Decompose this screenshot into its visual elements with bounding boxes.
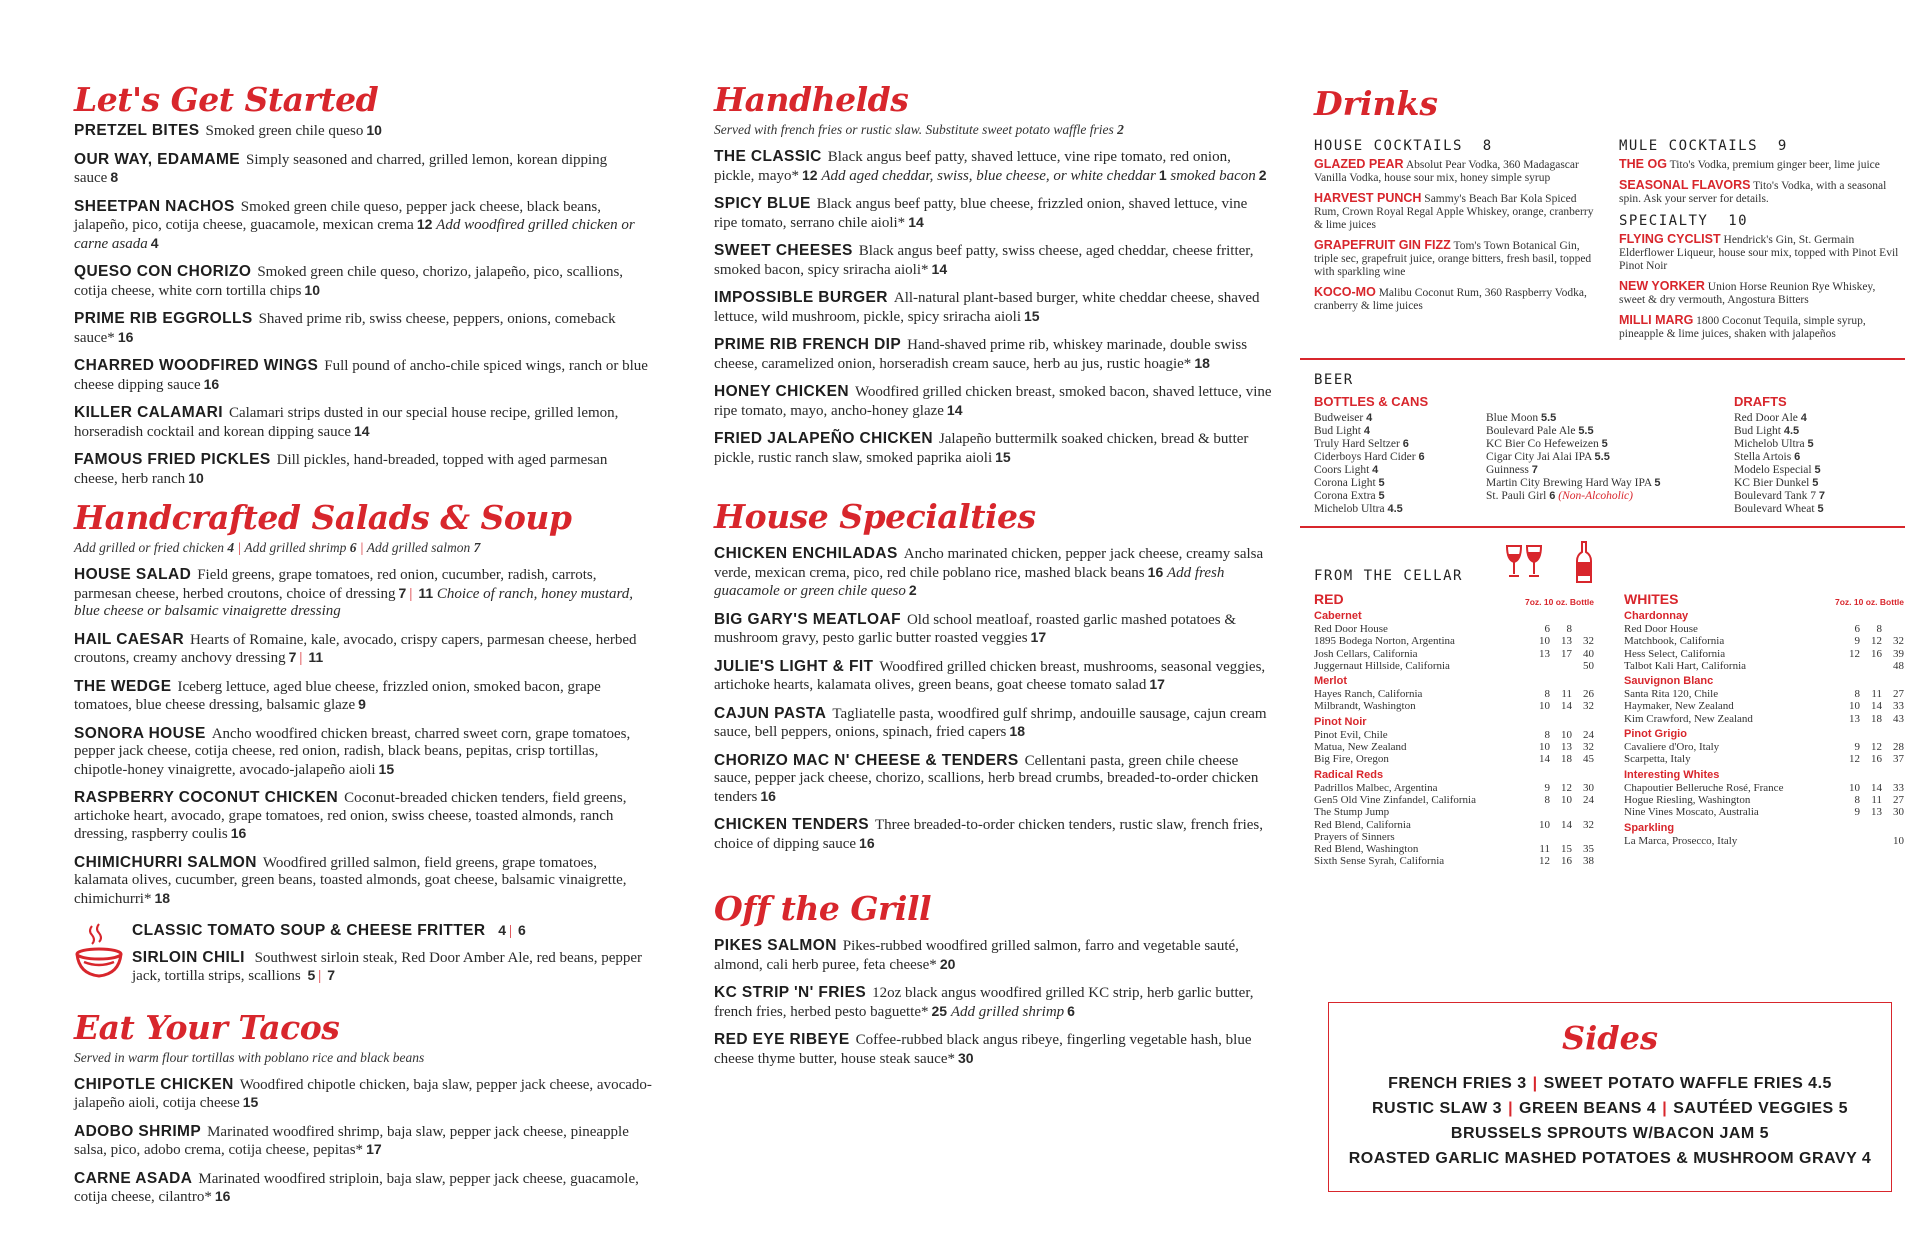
item-desc: Calamari strips dusted in our special house recipe, grilled lemon, horseradish cocktail and korean dipping sauce: [74, 405, 619, 440]
item-price: 10: [304, 281, 320, 298]
item-name: CARNE ASADA: [74, 1169, 193, 1187]
item-desc: Woodfired grilled chicken breast, mushrooms, seasonal veggies, artichoke hearts, kalamata olives, green beans, goat cheese tomato salad: [714, 658, 1266, 693]
cocktail-desc: Malibu Coconut Rum, 360 Raspberry Vodka, cranberry & lime juices: [1314, 287, 1587, 312]
wine-row: Hogue Riesling, Washington 8 11 27: [1624, 793, 1904, 806]
item-desc: Ancho marinated chicken, pepper jack cheese, creamy salsa verde, mexican crema, pico, red chile poblano rice, mashed black beans: [714, 546, 1264, 581]
item-price: 30: [957, 1049, 974, 1066]
wine-group-heading: Interesting Whites: [1624, 768, 1720, 781]
menu-item: [74, 1123, 654, 1160]
wine-row: Talbot Kali Hart, California 48: [1624, 659, 1904, 672]
item-add: Add grilled shrimp: [950, 1003, 1065, 1020]
item-price: 16: [1147, 563, 1164, 580]
beer-block: [1314, 392, 1904, 516]
tacos-note: Served in warm flour tortillas with poblano rice and black beans: [74, 1049, 425, 1065]
item-price: 15: [995, 448, 1011, 465]
menu-item: [714, 383, 1274, 420]
item-price: 12: [801, 166, 818, 183]
cocktail-desc: Sammy's Beach Bar Kola Spiced Rum, Crown Royal Regal Apple Whiskey, orange, cranberry & lime juices: [1314, 193, 1594, 231]
item-name: CHICKEN TENDERS: [714, 816, 869, 833]
menu-item: [714, 611, 1274, 648]
item-name: PRETZEL BITES: [74, 122, 200, 139]
item-desc: Woodfired grilled salmon, field greens, grape tomatoes, kalamata olives, cucumber, green beans, toasted almonds, goat cheese, balsamic vinaigrette, chimichurri*: [74, 854, 627, 907]
cocktail-name: GLAZED PEAR: [1314, 157, 1404, 171]
beer-heading: BEER: [1314, 372, 1354, 388]
item-desc: Hand-shaved prime rib, whiskey marinade, double swiss cheese, caramelized onion, horseradish cream sauce, herb au jus, rustic hoagie*: [714, 337, 1248, 372]
item-name: CHORIZO MAC N' CHEESE & TENDERS: [714, 751, 1019, 769]
item-desc: Field greens, grape tomatoes, red onion, cucumber, radish, carrots, parmesan cheese, herbed croutons, choice of dressing: [74, 567, 597, 602]
item-add-price: 2: [908, 582, 917, 598]
drafts-heading: DRAFTS: [1734, 394, 1787, 409]
cocktail-item: [1619, 179, 1904, 206]
item-price: 10: [366, 122, 382, 138]
cocktail-desc: Tito's Vodka, premium ginger beer, lime juice: [1669, 159, 1880, 171]
item-desc: Black angus beef patty, blue cheese, frizzled onion, shaved lettuce, vine ripe tomato, serrano chile aioli*: [714, 196, 1248, 231]
menu-item: [714, 937, 1274, 974]
item-desc: Simply seasoned and charred, grilled lemon, korean dipping sauce: [74, 151, 608, 186]
menu-item: [714, 984, 1274, 1021]
wine-row: Prayers of Sinners: [1314, 830, 1395, 843]
wine-row: Hess Select, California 12 16 39: [1624, 647, 1904, 660]
wine-row: Josh Cellars, California 13 17 40: [1314, 647, 1594, 660]
non-alcoholic-note: (Non-Alcoholic): [1558, 490, 1633, 502]
wine-row: Haymaker, New Zealand 10 14 33: [1624, 700, 1904, 713]
wine-row: Scarpetta, Italy 12 16 37: [1624, 753, 1904, 766]
column-left: [74, 80, 654, 1217]
cocktail-name: KOCO-MO: [1314, 285, 1376, 299]
section-title-specialties: House Specialties: [714, 497, 1036, 536]
item-desc: Cellentani pasta, green chile cheese sauce, pepper jack cheese, chorizo, scallions, herb bread crumbs, breaded-to-order chicken tenders: [714, 752, 1259, 805]
tacos-list: [74, 1076, 654, 1207]
item-price: 25: [931, 1002, 948, 1019]
item-name: JULIE'S LIGHT & FIT: [714, 657, 874, 675]
item-name: PRIME RIB FRENCH DIP: [714, 336, 902, 353]
cocktail-item: [1619, 158, 1904, 172]
cocktail-desc: 1800 Coconut Tequila, simple syrup, pineapple & lime juices, shaken with jalapeños: [1619, 315, 1866, 340]
specialties-list: [714, 545, 1274, 853]
item-price: 14: [908, 213, 924, 230]
item-desc: Shaved prime rib, swiss cheese, peppers, onions, comeback sauce*: [74, 311, 616, 346]
wine-row: Nine Vines Moscato, Australia 9 13 30: [1624, 806, 1904, 819]
menu-item: [714, 1031, 1274, 1068]
item-name: SONORA HOUSE: [74, 724, 206, 742]
cocktail-name: FLYING CYCLIST: [1619, 232, 1721, 246]
cocktail-desc: Absolut Pear Vodka, 360 Madagascar Vanilla Vodka, house sour mix, honey simple syrup: [1314, 159, 1579, 184]
divider: [1300, 526, 1905, 528]
wine-row: Hayes Ranch, California 8 11 26: [1314, 688, 1594, 701]
item-name: ADOBO SHRIMP: [74, 1122, 202, 1140]
cocktail-item: [1314, 192, 1599, 232]
menu-item: [714, 705, 1274, 742]
menu-item: [74, 451, 654, 488]
item-price: 18: [1194, 354, 1210, 371]
item-name: IMPOSSIBLE BURGER: [714, 289, 888, 306]
item-price: 14: [946, 401, 963, 418]
wine-row: Matua, New Zealand 10 13 32: [1314, 741, 1594, 754]
cocktails-block: [1314, 138, 1904, 348]
section-title-starters: Let's Get Started: [74, 80, 379, 119]
handhelds-list: [714, 148, 1274, 467]
item-price: 15: [242, 1094, 259, 1110]
wine-row: Big Fire, Oregon 14 18 45: [1314, 753, 1594, 766]
item-add-2: smoked bacon: [1170, 167, 1256, 184]
beer-item: Budweiser 4: [1314, 412, 1373, 424]
item-desc: Marinated woodfired striploin, baja slaw, pepper jack cheese, guacamole, cotija cheese, cilantro*: [74, 1170, 639, 1205]
item-name: QUESO CON CHORIZO: [74, 263, 252, 280]
beer-item: St. Pauli Girl 6 (Non-Alcoholic): [1486, 490, 1633, 502]
item-add-price: 1: [1158, 166, 1167, 183]
item-price: 16: [214, 1188, 231, 1204]
divider: [1300, 358, 1905, 360]
wine-row: Juggernaut Hillside, California 50: [1314, 659, 1594, 672]
wine-row: Milbrandt, Washington 10 14 32: [1314, 700, 1594, 713]
wine-row: Padrillos Malbec, Argentina 9 12 30: [1314, 781, 1594, 794]
wine-row: Pinot Evil, Chile 8 10 24: [1314, 728, 1594, 741]
item-name: CHIPOTLE CHICKEN: [74, 1075, 234, 1093]
item-price: 20: [939, 955, 956, 972]
menu-item: [714, 752, 1274, 807]
beer-item: Modelo Especial 5: [1734, 464, 1821, 476]
item-name: PRIME RIB EGGROLLS: [74, 310, 253, 327]
wine-row: La Marca, Prosecco, Italy 10: [1624, 834, 1904, 847]
beer-item: Blue Moon 5.5: [1486, 412, 1557, 424]
item-desc: Marinated woodfired shrimp, baja slaw, pepper jack cheese, pineapple salsa, pico, adobo crema, cotija cheese, pepitas*: [74, 1123, 629, 1158]
grill-list: [714, 937, 1274, 1068]
beer-item: Ciderboys Hard Cider 6: [1314, 451, 1425, 463]
cellar-heading: FROM THE CELLAR: [1314, 568, 1463, 584]
cocktail-item: [1619, 280, 1904, 307]
wine-row: Chapoutier Belleruche Rosé, France 10 14 33: [1624, 781, 1904, 794]
menu-item: HAIL CAESAR Hearts of Romaine, kale, avocado, crispy capers, parmesan cheese, herbed croutons, creamy anchovy dressing 7 | 11: [74, 630, 637, 666]
cocktail-item: [1314, 239, 1599, 279]
menu-item: [74, 725, 654, 780]
item-desc: Smoked green chile queso, pepper jack cheese, black beans, jalapeño, pico, cotija cheese, guacamole, mexican crema: [74, 198, 602, 233]
item-name: SHEETPAN NACHOS: [74, 197, 235, 215]
bottles-heading: BOTTLES & CANS: [1314, 394, 1429, 409]
cocktail-name: HARVEST PUNCH: [1314, 191, 1422, 205]
menu-item: [714, 430, 1274, 467]
menu-item: [74, 357, 654, 394]
cocktail-name: SEASONAL FLAVORS: [1619, 178, 1751, 192]
item-price: 16: [117, 328, 134, 345]
item-desc: Black angus beef patty, shaved lettuce, vine ripe tomato, red onion, pickle, mayo*: [714, 149, 1231, 184]
salads-list: [74, 566, 654, 908]
item-name: CHARRED WOODFIRED WINGS: [74, 357, 319, 374]
wine-row: Gen5 Old Vine Zinfandel, California 8 10 24: [1314, 793, 1594, 806]
wine-row: Sixth Sense Syrah, California 12 16 38: [1314, 855, 1594, 868]
item-desc: Ancho woodfired chicken breast, charred sweet corn, grape tomatoes, pepper jack cheese, cotija cheese, red onion, radish, black beans, pepitas, crisp tortillas, chipotle-honey vinaigrette, avocado-jalapeño aioli: [74, 725, 631, 778]
item-price: 7: [398, 584, 407, 601]
beer-item: Boulevard Wheat 5: [1734, 503, 1824, 515]
item-name: RED EYE RIBEYE: [714, 1031, 850, 1048]
wine-group-heading: Chardonnay: [1624, 610, 1689, 622]
wine-row: Kim Crawford, New Zealand 13 18 43: [1624, 712, 1904, 725]
item-name: FRIED JALAPEÑO CHICKEN: [714, 430, 933, 447]
item-price: 16: [859, 834, 875, 851]
section-title-drinks: Drinks: [1314, 84, 1438, 123]
item-add: Add woodfired grilled chicken or carne asada: [74, 217, 635, 252]
item-desc: Pikes-rubbed woodfired grilled salmon, farro and vegetable sauté, almond, cali herb puree, feta cheese*: [714, 938, 1239, 973]
item-desc: Smoked green chile queso: [205, 123, 364, 139]
menu-item: [74, 1076, 654, 1113]
item-price-large: 11: [308, 649, 324, 665]
wine-group-heading: Pinot Noir: [1314, 715, 1367, 728]
wine-group-heading: Radical Reds: [1314, 768, 1384, 781]
item-price: 14: [354, 422, 370, 439]
wine-column-header: WHITES 7oz. 10 oz. Bottle: [1624, 591, 1904, 607]
cocktail-desc: Union Horse Reunion Rye Whiskey, sweet & dry vermouth, Angostura Bitters: [1619, 281, 1876, 306]
item-price: 18: [1009, 723, 1025, 739]
cocktail-desc: Hendrick's Gin, St. Germain Elderflower Liqueur, house sour mix, topped with Pinot Evil Pinot Noir: [1619, 234, 1899, 272]
item-name: RASPBERRY COCONUT CHICKEN: [74, 789, 339, 806]
item-add: Add fresh guacamole or green chile queso: [714, 564, 1225, 599]
item-name: THE WEDGE: [74, 677, 172, 695]
wine-group-heading: Pinot Grigio: [1624, 728, 1687, 741]
item-price: 16: [230, 825, 247, 841]
item-price: 17: [366, 1141, 382, 1157]
item-desc: Jalapeño buttermilk soaked chicken, bread & butter pickle, rustic ranch slaw, smoked paprika aioli: [714, 431, 1249, 466]
wine-row: Santa Rita 120, Chile 8 11 27: [1624, 688, 1904, 701]
beer-item: Bud Light 4.5: [1734, 425, 1800, 437]
item-price: 15: [1024, 307, 1040, 324]
item-desc: Old school meatloaf, roasted garlic mashed potatoes & mushroom gravy, pesto garlic butter roasted veggies: [714, 611, 1237, 646]
cocktail-name: THE OG: [1619, 157, 1667, 171]
soup-item: CLASSIC TOMATO SOUP & CHEESE FRITTER 4 | 6: [132, 922, 526, 939]
item-desc: Hearts of Romaine, kale, avocado, crispy capers, parmesan cheese, herbed croutons, creamy anchovy dressing: [74, 631, 637, 666]
item-price: 16: [203, 375, 220, 392]
beer-item: Guinness 7: [1486, 464, 1538, 476]
item-price: 12: [416, 216, 433, 232]
beer-item: Bud Light 4: [1314, 425, 1370, 437]
item-name: PIKES SALMON: [714, 937, 837, 954]
section-title-tacos: Eat Your Tacos: [74, 1007, 340, 1047]
chili-item: SIRLOIN CHILI Southwest sirloin steak, Red Door Amber Ale, red beans, pepper jack, tortilla strips, scallions 5 | 7: [132, 948, 643, 984]
cocktail-desc: Tom's Town Botanical Gin, triple sec, grapefruit juice, orange bitters, fresh basil, topped with sparkling wine: [1314, 240, 1592, 278]
item-price: 16: [760, 787, 776, 804]
item-desc: Woodfired grilled chicken breast, smoked bacon, shaved lettuce, vine ripe tomato, mayo, ancho-honey glaze: [714, 384, 1272, 419]
item-desc: Iceberg lettuce, aged blue cheese, frizzled onion, smoked bacon, grape tomatoes, blue cheese dressing, balsamic glaze: [74, 678, 601, 713]
menu-item: [74, 198, 654, 254]
item-add-price: 6: [1067, 1002, 1075, 1019]
item-desc: Woodfired chipotle chicken, baja slaw, pepper jack cheese, avocado-jalapeño aioli, cotija cheese: [74, 1076, 652, 1111]
item-price-large: 11: [418, 584, 434, 601]
menu-item: [714, 658, 1274, 695]
section-title-salads: Handcrafted Salads & Soup: [74, 498, 572, 537]
beer-item: Stella Artois 6: [1734, 451, 1801, 463]
menu-item: [714, 545, 1274, 601]
menu-item: [714, 242, 1274, 279]
beer-item: Michelob Ultra 4.5: [1314, 503, 1403, 515]
wine-row: The Stump Jump: [1314, 806, 1390, 819]
item-name: KILLER CALAMARI: [74, 404, 223, 421]
menu-item: [74, 678, 654, 715]
handhelds-note: Served with french fries or rustic slaw. Substitute sweet potato waffle fries 2: [714, 122, 1124, 137]
specialty-heading: SPECIALTY 10: [1619, 213, 1749, 229]
wine-row: Cavaliere d'Oro, Italy 9 12 28: [1624, 741, 1904, 754]
wine-glass-icon: [1504, 540, 1574, 589]
beer-item: Cigar City Jai Alai IPA 5.5: [1486, 451, 1610, 463]
wine-bottle-icon: [1574, 540, 1594, 589]
menu-item: [74, 263, 654, 300]
menu-item: [714, 289, 1274, 326]
sides-line-3: BRUSSELS SPROUTS W/BACON JAM 5: [1450, 1125, 1770, 1142]
wine-row: Red Door House 6 8: [1314, 623, 1572, 635]
house-cocktails-heading: HOUSE COCKTAILS 8: [1314, 138, 1493, 154]
item-price: 9: [358, 696, 366, 712]
item-price: 8: [110, 169, 119, 185]
cocktail-name: GRAPEFRUIT GIN FIZZ: [1314, 238, 1451, 252]
item-price: 17: [1149, 676, 1165, 692]
beer-item: KC Bier Dunkel 5: [1734, 477, 1819, 489]
item-name: SPICY BLUE: [714, 195, 811, 212]
menu-item: [74, 310, 654, 347]
section-title-sides: Sides: [1561, 1019, 1658, 1057]
beer-item: KC Bier Co Hefeweizen 5: [1486, 438, 1608, 450]
cocktail-desc: Tito's Vodka, with a seasonal spin. Ask your server for details.: [1619, 180, 1887, 205]
item-add: Add aged cheddar, swiss, blue cheese, or white cheddar: [821, 167, 1156, 184]
item-name: HOUSE SALAD: [74, 566, 192, 583]
item-desc: Tagliatelle pasta, woodfired gulf shrimp, andouille sausage, cajun cream sauce, bell peppers, onions, spinach, fried capers: [714, 705, 1267, 740]
item-price: 15: [378, 760, 395, 777]
mule-cocktails-heading: MULE COCKTAILS 9: [1619, 138, 1788, 154]
cocktail-item: [1314, 286, 1599, 313]
item-name: THE CLASSIC: [714, 148, 822, 165]
item-price: 7: [288, 649, 297, 665]
item-price: 10: [188, 469, 204, 486]
starters-list: [74, 122, 654, 488]
menu-item: [74, 854, 654, 909]
item-desc: 12oz black angus woodfired grilled KC strip, herb garlic butter, french fries, herbed pesto baguette*: [714, 985, 1254, 1020]
wine-row: Red Door House 6 8: [1624, 623, 1882, 635]
item-desc: Smoked green chile queso, chorizo, jalapeño, pico, scallions, cotija cheese, white corn tortilla chips: [74, 264, 624, 299]
cocktail-item: [1314, 158, 1599, 185]
beer-item: Corona Extra 5: [1314, 490, 1385, 502]
column-middle: [714, 80, 1274, 1078]
wine-row: 1895 Bodega Norton, Argentina 10 13 32: [1314, 635, 1594, 648]
item-name: SWEET CHEESES: [714, 242, 853, 259]
beer-item: Boulevard Tank 7 7: [1734, 490, 1826, 502]
item-desc: Dill pickles, hand-breaded, topped with aged parmesan cheese, herb ranch: [74, 452, 608, 487]
sides-line-1: FRENCH FRIES 3 | SWEET POTATO WAFFLE FRIES 4.5: [1388, 1075, 1832, 1092]
wine-group-heading: Merlot: [1314, 675, 1347, 688]
soup-bowl-icon: [74, 922, 132, 996]
item-add: Choice of ranch, honey mustard, blue cheese or balsamic vinaigrette dressing: [74, 585, 634, 619]
menu-item: [74, 122, 654, 141]
item-name: OUR WAY, EDAMAME: [74, 150, 241, 168]
item-name: HAIL CAESAR: [74, 630, 185, 648]
salads-note: Add grilled or fried chicken 4 | Add grilled shrimp 6 | Add grilled salmon 7: [74, 540, 481, 555]
sides-line-2: RUSTIC SLAW 3 | GREEN BEANS 4 | SAUTÉED VEGGIES 5: [1372, 1100, 1848, 1117]
cocktail-name: MILLI MARG: [1619, 313, 1694, 327]
beer-item: Corona Light 5: [1314, 477, 1385, 489]
menu-item: [74, 151, 654, 188]
menu-item: HOUSE SALAD Field greens, grape tomatoes, red onion, cucumber, radish, carrots, parmesan cheese, herbed croutons, choice of dressing 7 | 11 Choice of ranch, honey mustard, blue cheese or balsamic vinaigrette dressing: [74, 566, 634, 619]
beer-item: Truly Hard Seltzer 6: [1314, 438, 1409, 450]
item-desc: Black angus beef patty, swiss cheese, aged cheddar, cheese fritter, smoked bacon, spicy sriracha aioli*: [714, 243, 1254, 278]
column-right: [1314, 74, 1904, 868]
item-name: HONEY CHICKEN: [714, 383, 849, 400]
menu-item: [74, 1170, 654, 1207]
beer-item: Martin City Brewing Hard Way IPA 5: [1486, 477, 1661, 489]
wine-group-heading: Sauvignon Blanc: [1624, 675, 1714, 688]
cocktail-name: NEW YORKER: [1619, 279, 1705, 293]
item-price: 18: [154, 889, 171, 906]
beer-item: Michelob Ultra 5: [1734, 438, 1814, 450]
item-name: CHICKEN ENCHILADAS: [714, 545, 898, 562]
wine-column-header: RED 7oz. 10 oz. Bottle: [1314, 591, 1594, 607]
section-title-grill: Off the Grill: [714, 889, 932, 928]
item-add-2-price: 2: [1258, 166, 1267, 183]
menu-item: [714, 195, 1274, 232]
beer-item: Boulevard Pale Ale 5.5: [1486, 425, 1594, 437]
item-name: CAJUN PASTA: [714, 704, 827, 722]
wine-row: Matchbook, California 9 12 32: [1624, 635, 1904, 648]
wine-group-heading: Cabernet: [1314, 610, 1362, 622]
menu-item: [74, 404, 654, 441]
menu-item: [714, 148, 1274, 185]
item-name: BIG GARY'S MEATLOAF: [714, 610, 901, 628]
item-add-price: 4: [150, 234, 159, 251]
item-desc: Three breaded-to-order chicken tenders, rustic slaw, french fries, choice of dipping sauce: [714, 817, 1263, 852]
item-price: 17: [1030, 629, 1047, 645]
item-price: 14: [931, 260, 948, 277]
sides-box: [1328, 1002, 1892, 1192]
wine-row: Red Blend, Washington 11 15 35: [1314, 843, 1594, 856]
item-desc: Coffee-rubbed black angus ribeye, fingerling vegetable hash, blue cheese thyme butter, house steak sauce*: [714, 1032, 1252, 1067]
menu-item: [714, 336, 1274, 373]
beer-item: Coors Light 4: [1314, 464, 1379, 476]
item-desc: Full pound of ancho-chile spiced wings, ranch or blue cheese dipping sauce: [74, 358, 648, 393]
cocktail-item: [1619, 233, 1904, 273]
beer-item: Red Door Ale 4: [1734, 412, 1807, 424]
menu-item: [714, 816, 1274, 853]
item-desc: Coconut-breaded chicken tenders, field greens, artichoke heart, avocado, grape tomatoes, red onion, swiss cheese, toasted almonds, ranch dressing, raspberry coulis: [74, 790, 627, 842]
sides-line-4: ROASTED GARLIC MASHED POTATOES & MUSHROOM GRAVY 4: [1348, 1150, 1872, 1167]
item-name: CHIMICHURRI SALMON: [74, 853, 257, 871]
wine-list: [1314, 591, 1904, 868]
item-name: FAMOUS FRIED PICKLES: [74, 451, 271, 468]
item-desc: All-natural plant-based burger, white cheddar cheese, shaved lettuce, wild mushroom, pickle, spicy sriracha aioli: [714, 290, 1260, 325]
cocktail-item: [1619, 314, 1904, 341]
section-title-handhelds: Handhelds: [714, 80, 909, 119]
wine-group-heading: Sparkling: [1624, 821, 1675, 834]
menu-item: [74, 789, 654, 844]
wine-row: Red Blend, California 10 14 32: [1314, 818, 1594, 831]
soup-chili-block: [74, 922, 654, 996]
item-name: KC STRIP 'N' FRIES: [714, 984, 867, 1001]
